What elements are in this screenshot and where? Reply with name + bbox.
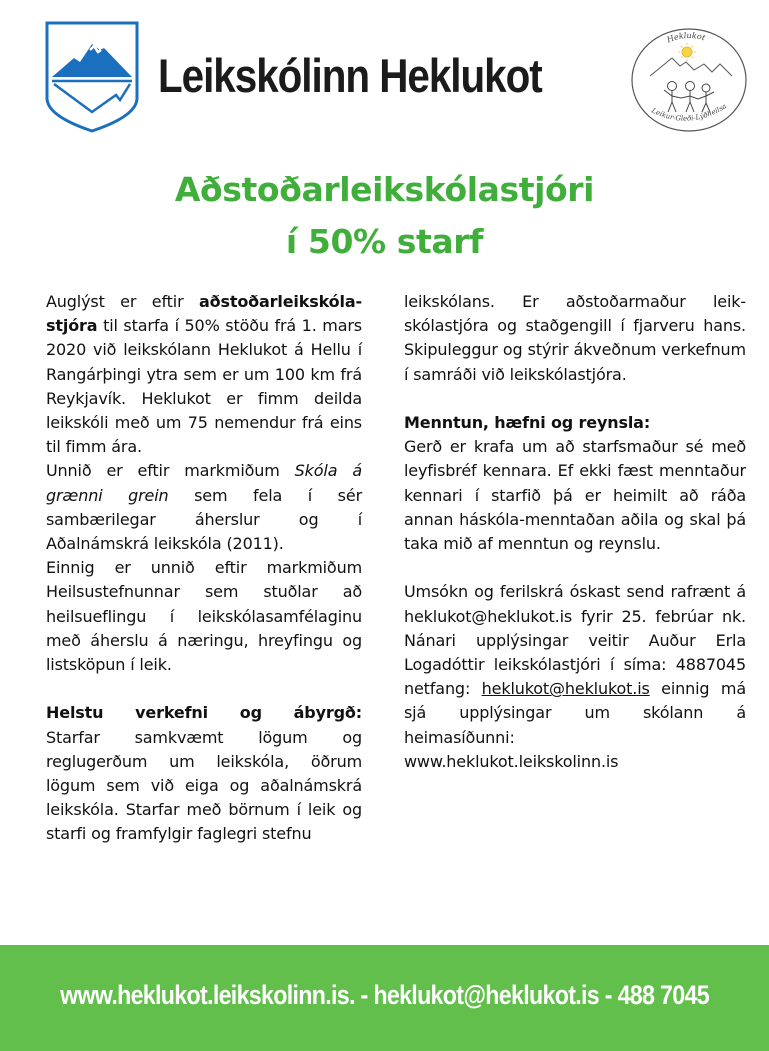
qualifications-heading: Menntun, hæfni og reynsla: <box>404 413 651 432</box>
footer-contact: www.heklukot.leikskolinn.is. - heklukot@heklukot.is - 488 7045 <box>60 980 709 1010</box>
footer-band <box>0 945 769 1051</box>
spacer <box>404 556 746 580</box>
green-prefix: Unnið er eftir markmiðum <box>46 461 295 481</box>
sun-icon <box>682 47 692 57</box>
spacer <box>46 677 362 701</box>
intro-paragraph <box>46 290 362 459</box>
intro-rest: til starfa í 50% stöðu frá 1. mars 2020 við leikskólann Heklukot á Hellu í Rangárþingi ytra sem er um 100 km frá Reykjavík. Heklukot er fimm deilda leikskóli með um 75 nemendur frá eins til fimm ára. <box>46 316 362 457</box>
green-italic: Skóla á grænni grein <box>46 461 362 505</box>
green-rest: sem fela í sér sambærilegar áherslur og í Aðalnámskrá leikskóla (2011). <box>46 485 362 554</box>
application-rest: einnig má sjá upplýsingar um skólann á heimasíðunni: <box>404 679 746 747</box>
school-name: Leikskólinn Heklukot <box>158 49 542 102</box>
spacer <box>404 387 746 411</box>
shield-logo <box>44 20 140 134</box>
job-headline <box>80 164 689 268</box>
qualifications-paragraph: Gerð er krafa um að starfsmaður sé með leyfisbréf kennara. Ef ekki fæst menntaður kennari í starfið þá er heimilt að ráða annan háskóla-menntaðan aðila og skal þá taka mið af menntun og reynslu. <box>404 437 746 554</box>
website-text: www.heklukot.leikskolinn.is <box>404 751 619 771</box>
logo-text-bottom: Leikur-Gleði-Lýðheilsa <box>650 102 729 123</box>
heklukot-circle-logo <box>628 24 750 134</box>
application-text: Umsókn og ferilskrá óskast send rafrænt á heklukot@heklukot.is fyrir 25. febrúar nk. Nánari upplýsingar veitir Auður Erla Logadóttir leikskólastjóri í síma: 4887045 netfang: <box>404 582 746 699</box>
headline-line-1: Aðstoðarleikskólastjóri <box>174 170 595 209</box>
intro-prefix: Auglýst er eftir <box>46 292 199 311</box>
duties-paragraph: Starfar samkvæmt lögum og reglugerðum um leikskóla, öðrum lögum sem við eiga og aðalnámskrá leikskóla. Starfar með börnum í leik og starfi og framfylgir faglegri stefnu <box>46 727 362 844</box>
green-flag-paragraph <box>46 459 362 556</box>
duties-continued: leikskólans. Er aðstoðarmaður leik-skólastjóra og staðgengill í fjarveru hans. Skipuleggur og stýrir ákveðnum verkefnum í samráði við leikskólastjóra. <box>404 292 746 384</box>
health-paragraph: Einnig er unnið eftir markmiðum Heilsustefnunnar sem stuðlar að heilsueflingu í leikskólasamfélaginu með áherslu á næringu, hreyfingu og listsköpun í leik. <box>46 558 362 675</box>
logo-text-top: Heklukot <box>665 30 707 45</box>
intro-position: aðstoðarleikskóla-stjóra <box>46 292 362 336</box>
duties-heading: Helstu verkefni og ábyrgð: <box>46 703 362 723</box>
left-column <box>46 290 362 847</box>
email-link[interactable]: heklukot@heklukot.is <box>481 679 650 699</box>
headline-line-2: í 50% starf <box>285 222 484 261</box>
application-paragraph <box>404 580 746 774</box>
right-column <box>404 290 746 774</box>
